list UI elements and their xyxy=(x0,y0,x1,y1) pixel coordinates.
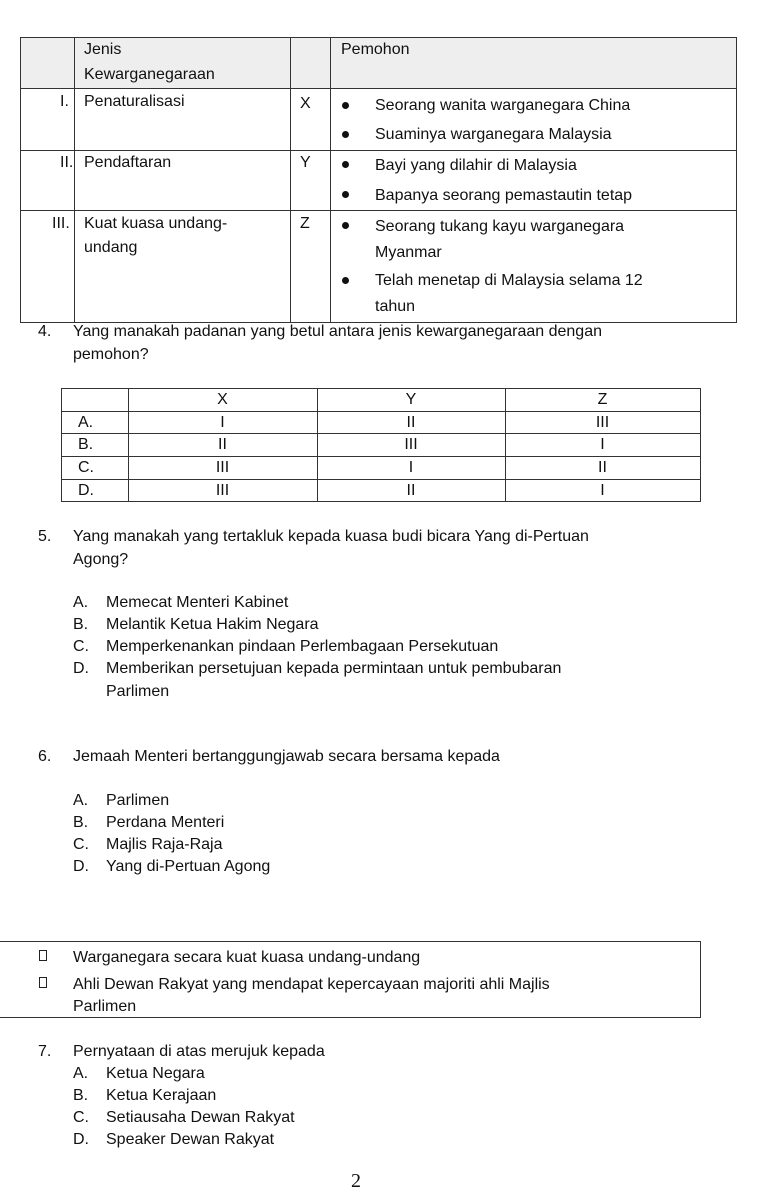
option-label: A. xyxy=(78,414,94,431)
bullet-icon xyxy=(342,191,349,198)
statement-item: Ahli Dewan Rakyat yang mendapat kepercayaan majoriti ahli Majlis xyxy=(73,976,550,993)
option-text: Memberikan persetujuan kepada permintaan untuk pembubaran xyxy=(106,660,562,677)
column-header-z: Z xyxy=(597,391,608,408)
question-number: 4. xyxy=(38,323,52,340)
header-kewarganegaraan: Kewarganegaraan xyxy=(84,66,215,83)
row-jenis: Kuat kuasa undang- xyxy=(84,215,228,232)
question-text: Jemaah Menteri bertanggungjawab secara bersama kepada xyxy=(73,748,500,765)
row-number: I. xyxy=(60,93,69,110)
question-number: 6. xyxy=(38,748,52,765)
option-label: D. xyxy=(78,482,94,499)
table-cell: I xyxy=(220,414,225,431)
bullet-icon xyxy=(342,277,349,284)
bullet-icon xyxy=(342,161,349,168)
pemohon-item: Bayi yang dilahir di Malaysia xyxy=(375,157,577,174)
table-cell: II xyxy=(598,459,607,476)
question-text: Pernyataan di atas merujuk kepada xyxy=(73,1043,325,1060)
table-cell: II xyxy=(218,436,227,453)
bullet-icon xyxy=(342,131,349,138)
option-letter: B. xyxy=(73,1087,89,1104)
statement-item-cont: Parlimen xyxy=(73,998,137,1015)
pemohon-item: Suaminya warganegara Malaysia xyxy=(375,126,612,143)
option-label: C. xyxy=(78,459,94,476)
pemohon-item: Seorang wanita warganegara China xyxy=(375,97,631,114)
option-letter: B. xyxy=(73,616,89,633)
pemohon-item: Telah menetap di Malaysia selama 12 xyxy=(375,272,643,289)
option-label: B. xyxy=(78,436,94,453)
header-pemohon: Pemohon xyxy=(341,41,410,58)
question-text: Yang manakah yang tertakluk kepada kuasa budi bicara Yang di-Pertuan xyxy=(73,528,589,545)
option-text: Perdana Menteri xyxy=(106,814,225,831)
option-text: Yang di-Pertuan Agong xyxy=(106,858,271,875)
option-text: Melantik Ketua Hakim Negara xyxy=(106,616,319,633)
header-jenis: Jenis xyxy=(84,41,122,58)
statement-item: Warganegara secara kuat kuasa undang-undang xyxy=(73,949,421,966)
table-cell: I xyxy=(600,482,605,499)
option-text: Ketua Negara xyxy=(106,1065,205,1082)
row-jenis: Pendaftaran xyxy=(84,154,172,171)
page-number: 2 xyxy=(351,1170,361,1192)
option-letter: A. xyxy=(73,594,89,611)
option-text-cont: Parlimen xyxy=(106,683,170,700)
bullet-icon xyxy=(342,102,349,109)
pemohon-item-cont: tahun xyxy=(375,298,416,315)
option-text: Memperkenankan pindaan Perlembagaan Persekutuan xyxy=(106,638,499,655)
table-cell: III xyxy=(404,436,418,453)
question-text-cont: Agong? xyxy=(73,551,129,568)
column-header-y: Y xyxy=(405,391,417,408)
option-letter: C. xyxy=(73,638,89,655)
option-letter: D. xyxy=(73,1131,89,1148)
option-letter: C. xyxy=(73,1109,89,1126)
table-cell: III xyxy=(215,459,230,476)
table-cell: I xyxy=(408,459,414,476)
row-number: III. xyxy=(52,215,70,232)
question-text-cont: pemohon? xyxy=(73,346,149,363)
row-jenis: Penaturalisasi xyxy=(84,93,185,110)
question-number: 5. xyxy=(38,528,52,545)
pemohon-item: Bapanya seorang pemastautin tetap xyxy=(375,187,633,204)
checkbox-glyph-icon xyxy=(39,977,47,988)
bullet-icon xyxy=(342,222,349,229)
column-header-x: X xyxy=(217,391,228,408)
table-cell: III xyxy=(595,414,610,431)
row-code: Z xyxy=(300,215,310,232)
option-text: Parlimen xyxy=(106,792,170,809)
option-text: Majlis Raja-Raja xyxy=(106,836,223,853)
option-text: Ketua Kerajaan xyxy=(106,1087,217,1104)
option-letter: A. xyxy=(73,1065,89,1082)
row-jenis-cont: undang xyxy=(84,239,138,256)
option-letter: C. xyxy=(73,836,89,853)
pemohon-item-cont: Myanmar xyxy=(375,244,442,261)
row-code: Y xyxy=(300,154,311,171)
question-text: Yang manakah padanan yang betul antara jenis kewarganegaraan dengan xyxy=(73,323,602,340)
option-letter: A. xyxy=(73,792,89,809)
table-cell: I xyxy=(600,436,605,453)
row-number: II. xyxy=(60,154,74,171)
option-text: Speaker Dewan Rakyat xyxy=(106,1131,275,1148)
pemohon-item: Seorang tukang kayu warganegara xyxy=(375,218,625,235)
option-text: Setiausaha Dewan Rakyat xyxy=(106,1109,295,1126)
option-text: Memecat Menteri Kabinet xyxy=(106,594,289,611)
checkbox-glyph-icon xyxy=(39,950,47,961)
question-number: 7. xyxy=(38,1043,52,1060)
table-cell: II xyxy=(406,414,416,431)
option-letter: D. xyxy=(73,858,89,875)
table-cell: III xyxy=(215,482,230,499)
option-letter: B. xyxy=(73,814,89,831)
table-cell: II xyxy=(406,482,416,499)
option-letter: D. xyxy=(73,660,89,677)
row-code: X xyxy=(300,95,311,112)
